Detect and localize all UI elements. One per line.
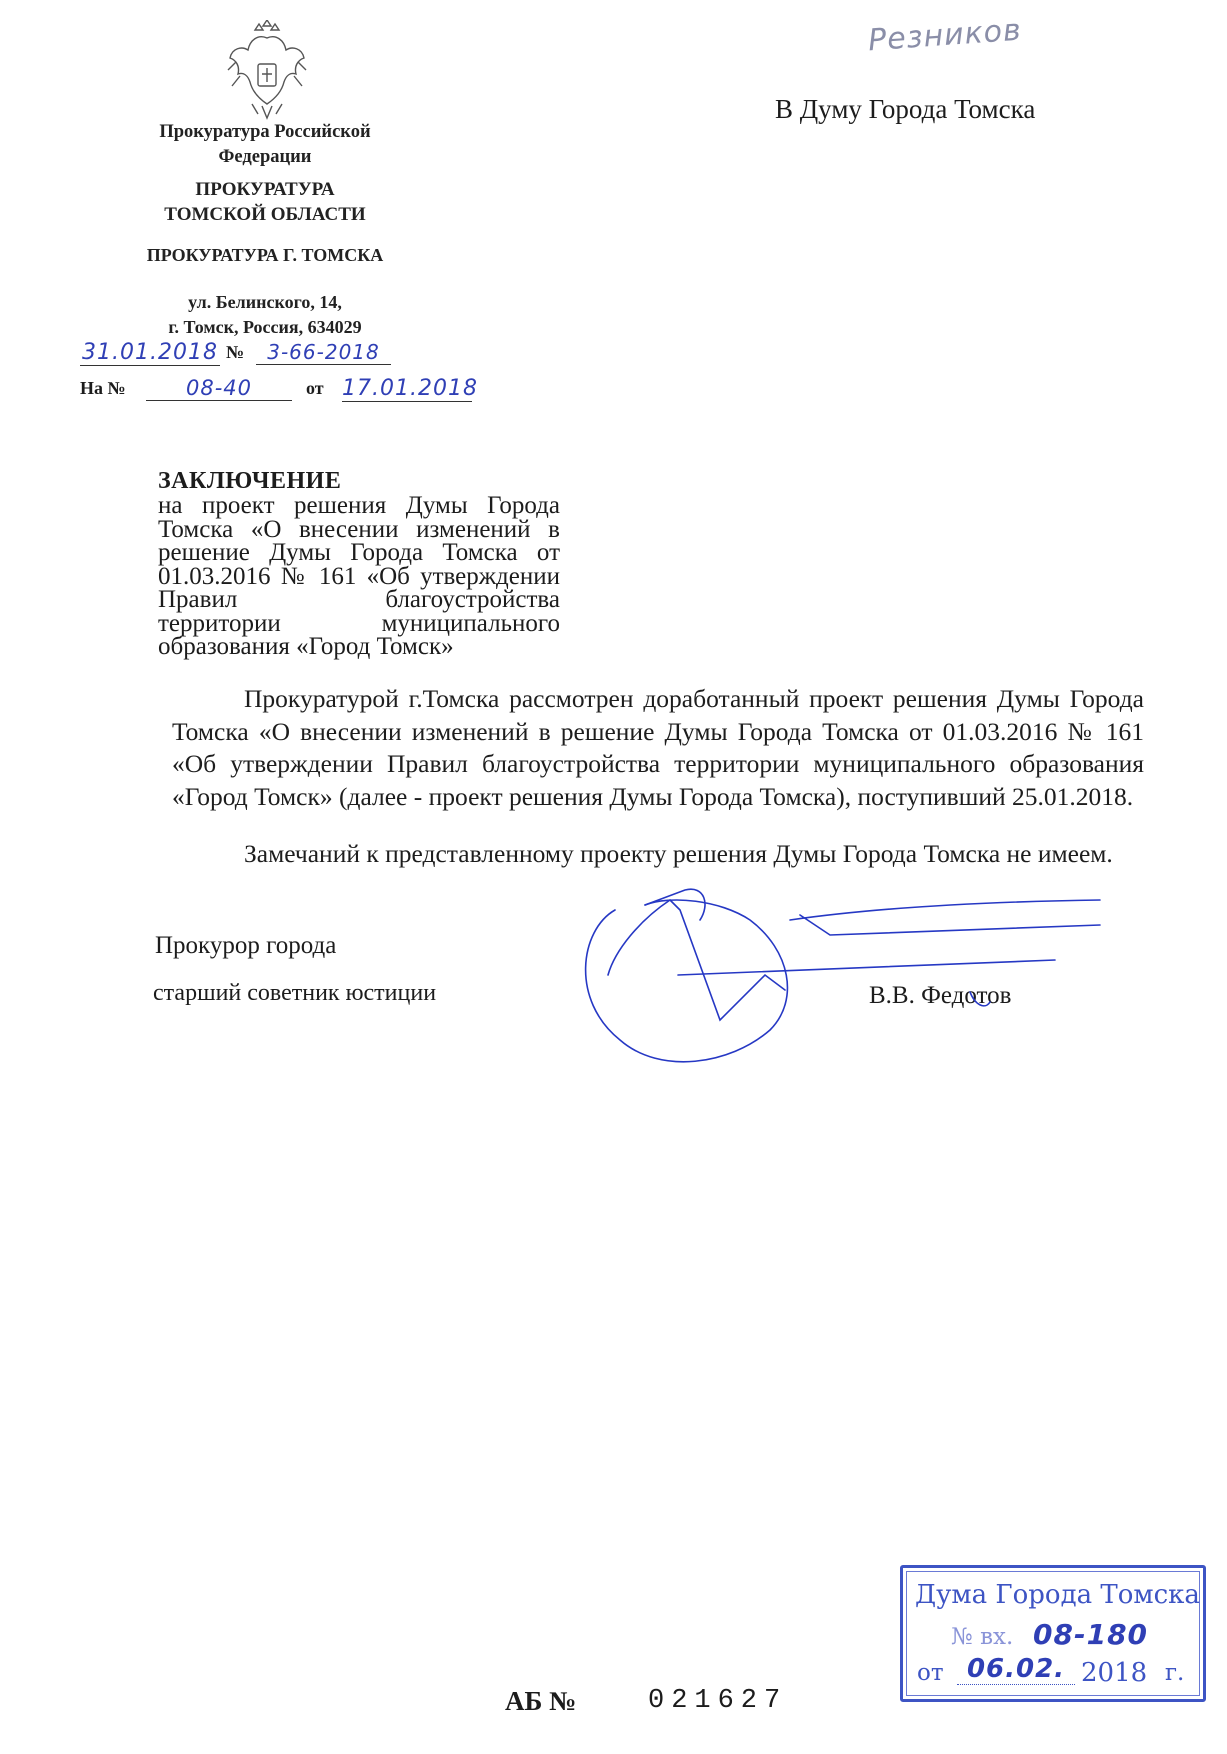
title-line: на проект решения Думы Города [158,492,560,519]
title-line: Томска «О внесении изменений в [158,515,560,543]
org-line: Федерации [218,147,312,167]
region-line: ПРОКУРАТУРА [195,179,335,200]
reference-from-label: от [306,378,324,398]
reference-number: 08-40 [146,376,292,401]
registration-stamp [900,1565,1206,1702]
title-line: 01.03.2016 № 161 «Об утверждении [158,562,560,590]
title-line: решение Думы Города Томска от [158,539,560,566]
form-series-label: АБ № [505,1686,577,1716]
reference-date: 17.01.2018 [342,376,478,401]
body-paragraph: Замечаний к представленному проекту решения Думы Города Томска не имеем. [244,839,1113,868]
emblem [222,20,312,120]
document-title: ЗАКЛЮЧЕНИЕ [158,468,342,494]
title-subject [158,494,560,659]
title-line: образования «Город Томск» [158,633,454,660]
number-label: № [226,342,245,362]
stamp-org: Дума Города Томска [915,1580,1200,1610]
stamp-in-number: 08-180 [1033,1618,1149,1651]
signer-position: Прокурор города [155,932,337,959]
city-office [110,243,420,268]
form-series-number: 021627 [648,1686,788,1716]
org-line: Прокуратура Российской [159,122,371,142]
handwritten-note: Резников [866,12,1023,59]
region-office [110,177,420,227]
address-line: ул. Белинского, 14, [188,292,342,312]
handwritten-signature [560,880,1110,1080]
title-line: Правил благоустройства [158,586,560,613]
region-line: ТОМСКОЙ ОБЛАСТИ [164,204,366,225]
stamp-date-label: от [917,1660,944,1686]
stamp-date-value: 06.02. [957,1654,1075,1685]
stamp-in-label: № вх. [951,1624,1014,1650]
address [110,290,420,340]
stamp-year: 2018 [1081,1658,1148,1688]
outgoing-number: 3-66-2018 [256,340,391,365]
city-office-name: ПРОКУРАТУРА Г. ТОМСКА [146,245,384,265]
address-line: г. Томск, Россия, 634029 [168,317,362,337]
signer-rank: старший советник юстиции [153,980,437,1006]
reference-line [80,376,480,408]
body-paragraph: Прокуратурой г.Томска рассмотрен доработанный проект решения Думы Города Томска «О внесении изменений в решение Думы Города Томска от 01.03.2016 № 161 «Об утверждении Правил благоустройства территории муниципального образования «Город Томск» (далее - проект решения Думы Города Томска), поступивший 25.01.2018. [172,684,1144,811]
stamp-year-suffix: г. [1165,1660,1185,1686]
registration-line [80,340,440,372]
signer-name: В.В. Федотов [869,982,1012,1009]
addressee: В Думу Города Томска [775,94,1036,124]
prosecutor-office-header [110,120,420,170]
coat-of-arms-icon [222,20,312,120]
outgoing-date: 31.01.2018 [80,340,220,366]
title-line: территории муниципального [158,609,560,637]
reference-label: На № [80,378,126,398]
